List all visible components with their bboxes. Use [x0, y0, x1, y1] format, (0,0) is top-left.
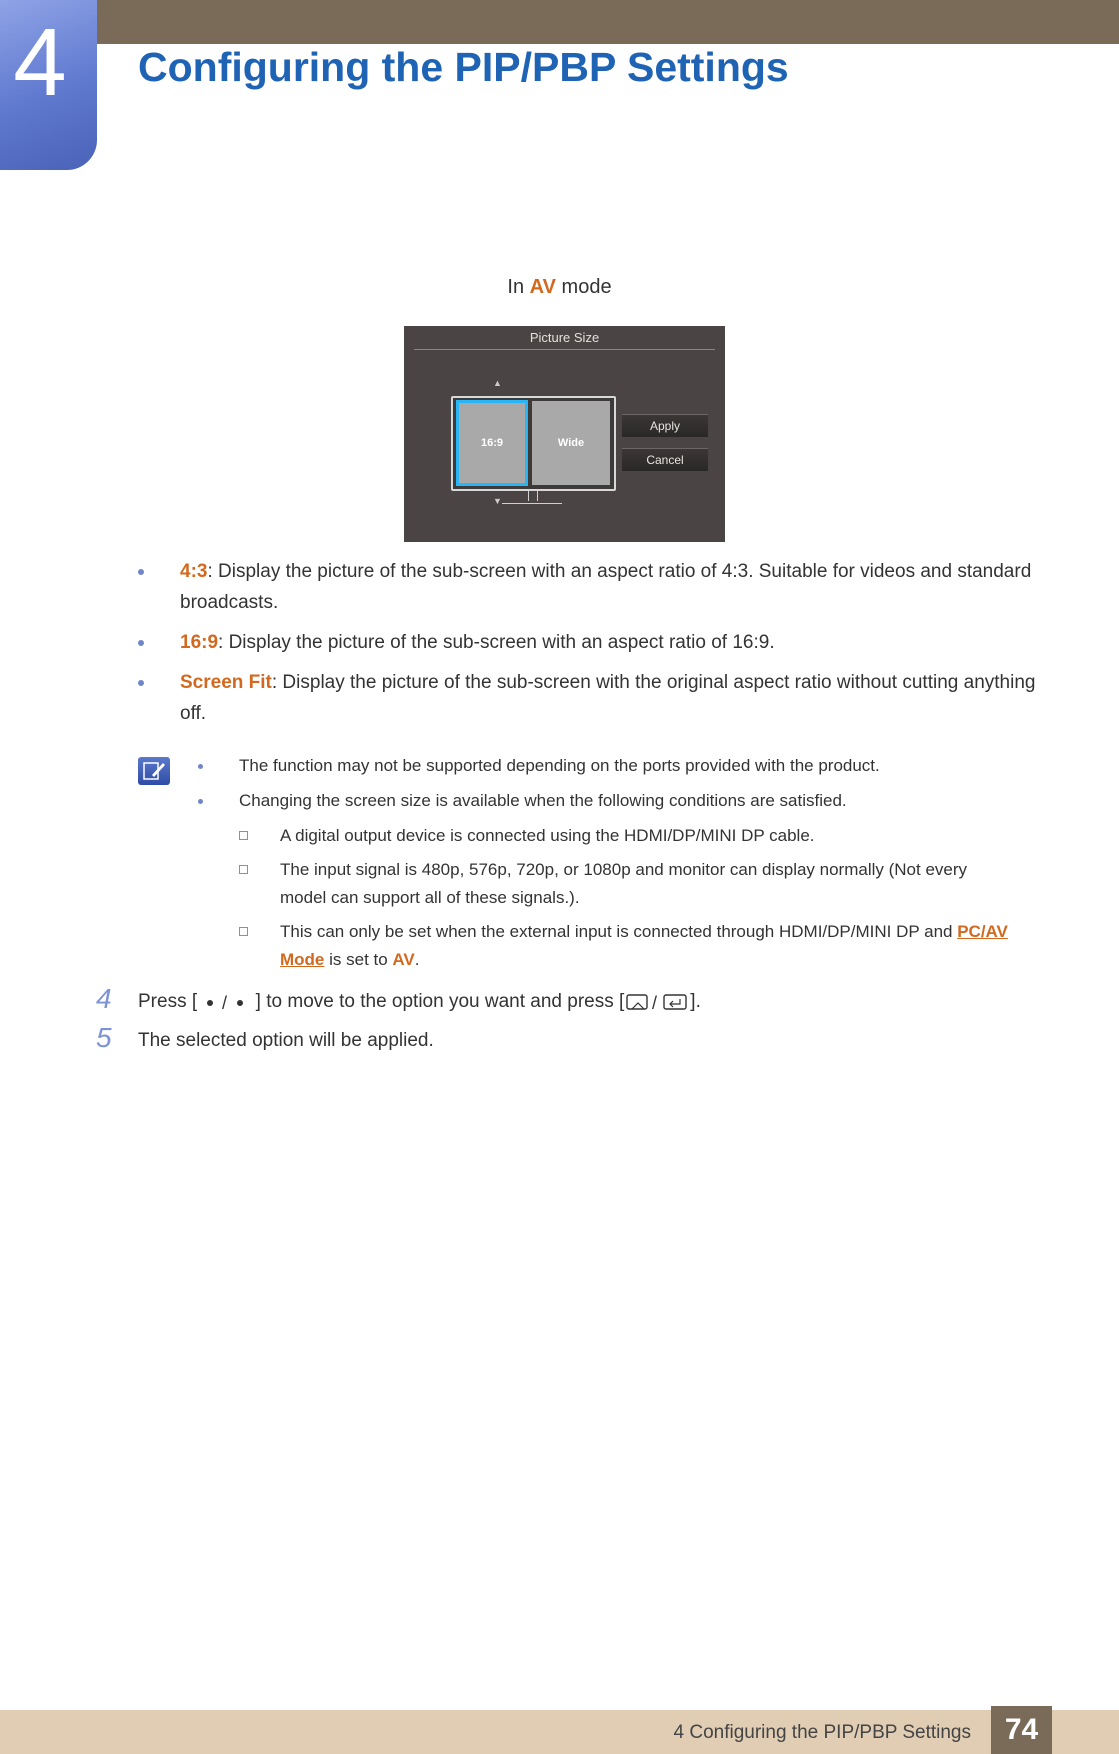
step-number: 5 [96, 1022, 112, 1053]
chapter-title: Configuring the PIP/PBP Settings [138, 44, 789, 90]
svg-text:/: / [652, 992, 658, 1013]
option-desc: : Display the picture of the sub-screen with an aspect ratio of 4:3. Suitable for videos and standard broadcasts. [180, 561, 1032, 613]
av-value: AV [392, 950, 415, 969]
page-footer [0, 1710, 1119, 1754]
option-wide[interactable]: Wide [532, 401, 610, 485]
apply-button[interactable]: Apply [622, 414, 708, 437]
chapter-number: 4 [13, 9, 67, 116]
monitor-stand-base [502, 500, 562, 504]
note-item [198, 752, 1018, 780]
cancel-button[interactable]: Cancel [622, 448, 708, 471]
figure-caption [0, 276, 1119, 299]
square-bullet-icon [239, 831, 248, 840]
footer-text: 4 Configuring the PIP/PBP Settings [673, 1722, 971, 1743]
monitor-preview [451, 396, 616, 491]
option-term: 4:3 [180, 561, 208, 582]
arrow-down-icon: ▼ [493, 496, 502, 506]
sub-item-text: is set to [324, 950, 393, 969]
caption-prefix: In [507, 276, 530, 298]
up-down-dots-icon [202, 992, 250, 1012]
list-item [138, 627, 1038, 658]
option-desc: : Display the picture of the sub-screen with the original aspect ratio without cutting anything off. [180, 672, 1036, 724]
note-text: Changing the screen size is available when the following conditions are satisfied. [239, 791, 847, 810]
note-item [198, 787, 1018, 815]
bullet-icon [138, 640, 144, 646]
option-list [138, 556, 1038, 738]
bullet-icon [138, 680, 144, 686]
top-bar [0, 0, 1119, 44]
osd-title: Picture Size [529, 330, 600, 345]
caption-suffix: mode [555, 276, 612, 298]
step-text: Press [ [138, 991, 203, 1012]
caption-mode: AV [529, 276, 556, 298]
sub-item-text: This can only be set when the external input is connected through HDMI/DP/MINI DP and [280, 922, 958, 941]
list-item [138, 667, 1038, 729]
sub-item [198, 918, 1018, 974]
sub-item [198, 822, 1018, 850]
bullet-icon [138, 569, 144, 575]
step-number: 4 [96, 983, 112, 1014]
step-item [96, 983, 996, 1017]
osd-divider [414, 349, 715, 350]
note-text: The function may not be supported depending on the ports provided with the product. [239, 756, 880, 775]
sub-item-text: The input signal is 480p, 576p, 720p, or 1080p and monitor can display normally (Not every model can support all of these signals.). [280, 860, 968, 907]
chapter-tab [0, 0, 97, 170]
step-item [96, 1022, 996, 1056]
picture-size-osd [404, 326, 725, 542]
option-16-9[interactable]: 16:9 [456, 400, 528, 486]
arrow-up-icon: ▲ [493, 378, 502, 388]
square-bullet-icon [239, 865, 248, 874]
notes-section [198, 752, 1018, 980]
option-desc: : Display the picture of the sub-screen with an aspect ratio of 16:9. [218, 632, 775, 653]
pc-av-mode-link[interactable]: PC/AV Mode [280, 922, 1008, 969]
list-item [138, 556, 1038, 618]
sub-item [198, 856, 1018, 912]
step-text: The selected option will be applied. [138, 1030, 434, 1051]
menu-enter-icon [624, 991, 690, 1013]
bullet-icon [198, 764, 203, 769]
note-icon [138, 757, 170, 785]
sub-item-text: A digital output device is connected using the HDMI/DP/MINI DP cable. [280, 826, 815, 845]
bullet-icon [198, 799, 203, 804]
page-number: 74 [991, 1706, 1052, 1754]
step-text: ]. [690, 991, 701, 1012]
svg-text:/: / [222, 992, 228, 1012]
step-text: ] to move to the option you want and press [ [250, 991, 625, 1012]
steps-list [96, 983, 996, 1065]
square-bullet-icon [239, 927, 248, 936]
option-term: 16:9 [180, 632, 219, 653]
option-term: Screen Fit [180, 672, 272, 693]
sub-item-text: . [414, 950, 420, 969]
